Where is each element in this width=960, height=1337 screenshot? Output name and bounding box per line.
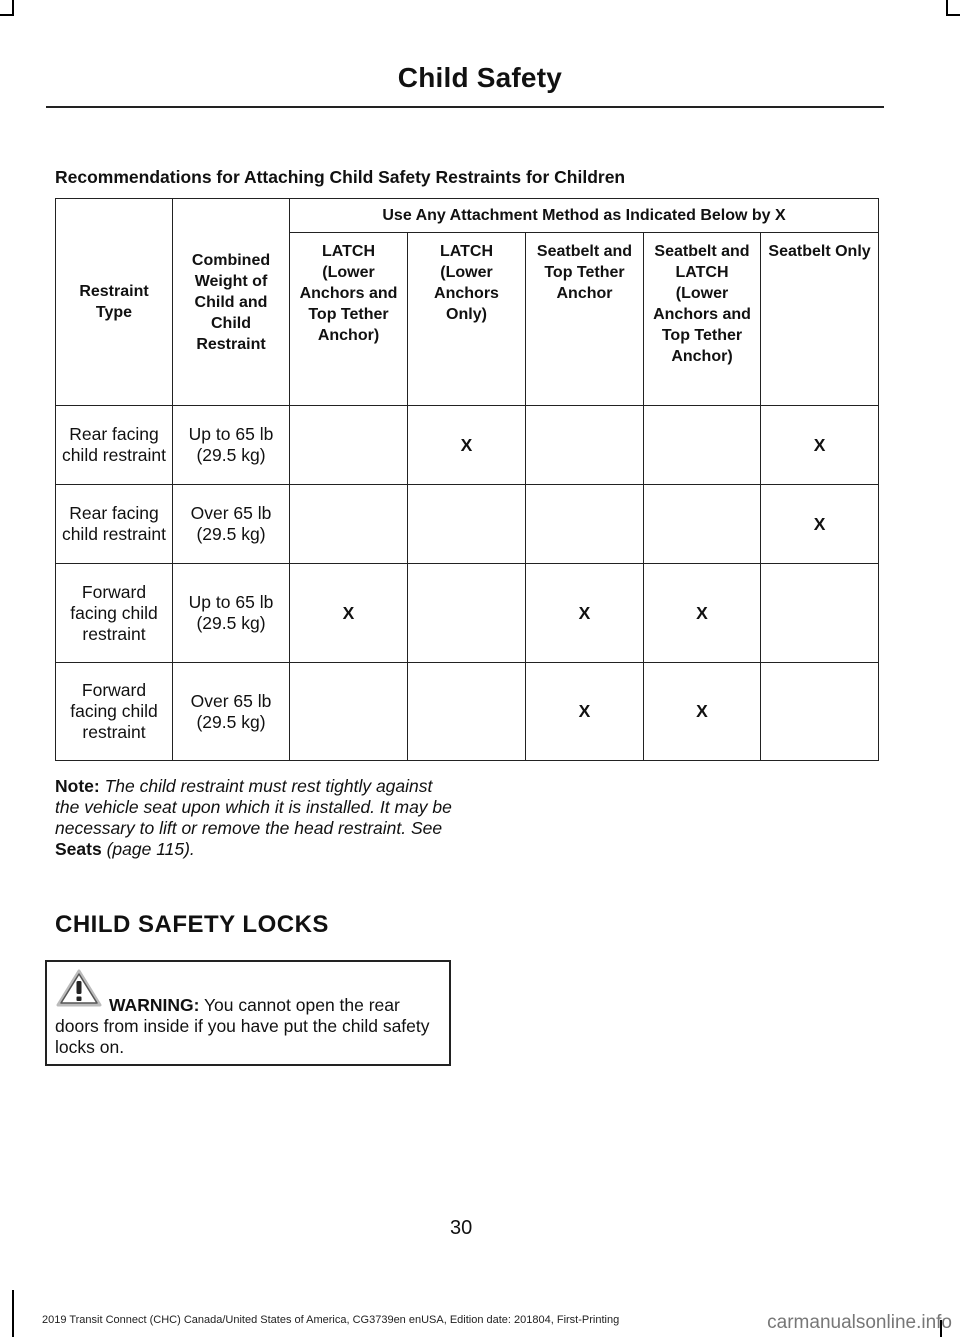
recommendations-table xyxy=(55,198,879,761)
crop-mark xyxy=(946,0,948,14)
method-mark: X xyxy=(761,485,879,564)
method-mark: X xyxy=(644,564,761,663)
method-mark xyxy=(290,406,408,485)
method-mark xyxy=(644,485,761,564)
method-mark: X xyxy=(290,564,408,663)
header-attachment-group: Use Any Attachment Method as Indicated Below by X xyxy=(290,199,879,233)
weight-cell: Over 65 lb (29.5 kg) xyxy=(173,485,290,564)
method-mark xyxy=(408,485,526,564)
method-mark: X xyxy=(526,663,644,761)
method-mark xyxy=(290,663,408,761)
method-mark xyxy=(408,564,526,663)
restraint-type-cell: Rear facing child restraint xyxy=(56,485,173,564)
header-method: Seatbelt Only xyxy=(761,233,879,406)
crop-mark xyxy=(0,14,14,16)
warning-text xyxy=(55,995,445,1058)
weight-cell: Up to 65 lb (29.5 kg) xyxy=(173,406,290,485)
seats-link[interactable]: Seats xyxy=(55,839,102,859)
weight-cell: Up to 65 lb (29.5 kg) xyxy=(173,564,290,663)
note-paragraph xyxy=(55,776,455,860)
method-mark: X xyxy=(526,564,644,663)
header-method: Seatbelt and Top Tether Anchor xyxy=(526,233,644,406)
crop-mark xyxy=(12,0,14,14)
section-heading: CHILD SAFETY LOCKS xyxy=(55,911,329,938)
method-mark xyxy=(761,564,879,663)
method-mark xyxy=(408,663,526,761)
method-mark xyxy=(526,406,644,485)
restraint-type-cell: Rear facing child restraint xyxy=(56,406,173,485)
restraint-type-cell: Forward facing child restraint xyxy=(56,663,173,761)
restraint-type-cell: Forward facing child restraint xyxy=(56,564,173,663)
table-row xyxy=(56,663,879,761)
watermark-text: carmanualsonline.info xyxy=(767,1312,952,1333)
warning-box xyxy=(45,960,451,1066)
header-divider xyxy=(46,106,884,108)
header-method: LATCH (Lower Anchors Only) xyxy=(408,233,526,406)
table-row xyxy=(56,485,879,564)
method-mark xyxy=(644,406,761,485)
header-method: Seatbelt and LATCH (Lower Anchors and Top Tether Anchor) xyxy=(644,233,761,406)
method-mark xyxy=(761,663,879,761)
header-combined-weight: Combined Weight of Child and Child Restraint xyxy=(173,199,290,406)
method-mark: X xyxy=(408,406,526,485)
method-mark xyxy=(526,485,644,564)
weight-cell: Over 65 lb (29.5 kg) xyxy=(173,663,290,761)
note-text: The child restraint must rest tightly against the vehicle seat upon which it is installed. It may be necessary to lift or remove the head restraint. See xyxy=(55,776,452,838)
crop-mark xyxy=(12,1290,14,1337)
method-mark xyxy=(290,485,408,564)
header-method: LATCH (Lower Anchors and Top Tether Anchor) xyxy=(290,233,408,406)
table-row xyxy=(56,406,879,485)
method-mark: X xyxy=(761,406,879,485)
note-label: Note: xyxy=(55,776,100,796)
header-restraint-type: Restraint Type xyxy=(56,199,173,406)
method-mark: X xyxy=(644,663,761,761)
warning-body: You cannot open the rear doors from inside if you have put the child safety locks on. xyxy=(55,995,430,1057)
table-row xyxy=(56,564,879,663)
table-title: Recommendations for Attaching Child Safety Restraints for Children xyxy=(55,167,626,187)
note-page-ref: (page 115). xyxy=(106,839,195,859)
warning-label: WARNING: xyxy=(109,995,200,1015)
footer-text: 2019 Transit Connect (CHC) Canada/United States of America, CG3739en enUSA, Edition date: 201804, First-Printing xyxy=(42,1314,620,1326)
crop-mark xyxy=(946,14,960,16)
page-number: 30 xyxy=(450,1217,473,1239)
page-title: Child Safety xyxy=(397,62,562,93)
